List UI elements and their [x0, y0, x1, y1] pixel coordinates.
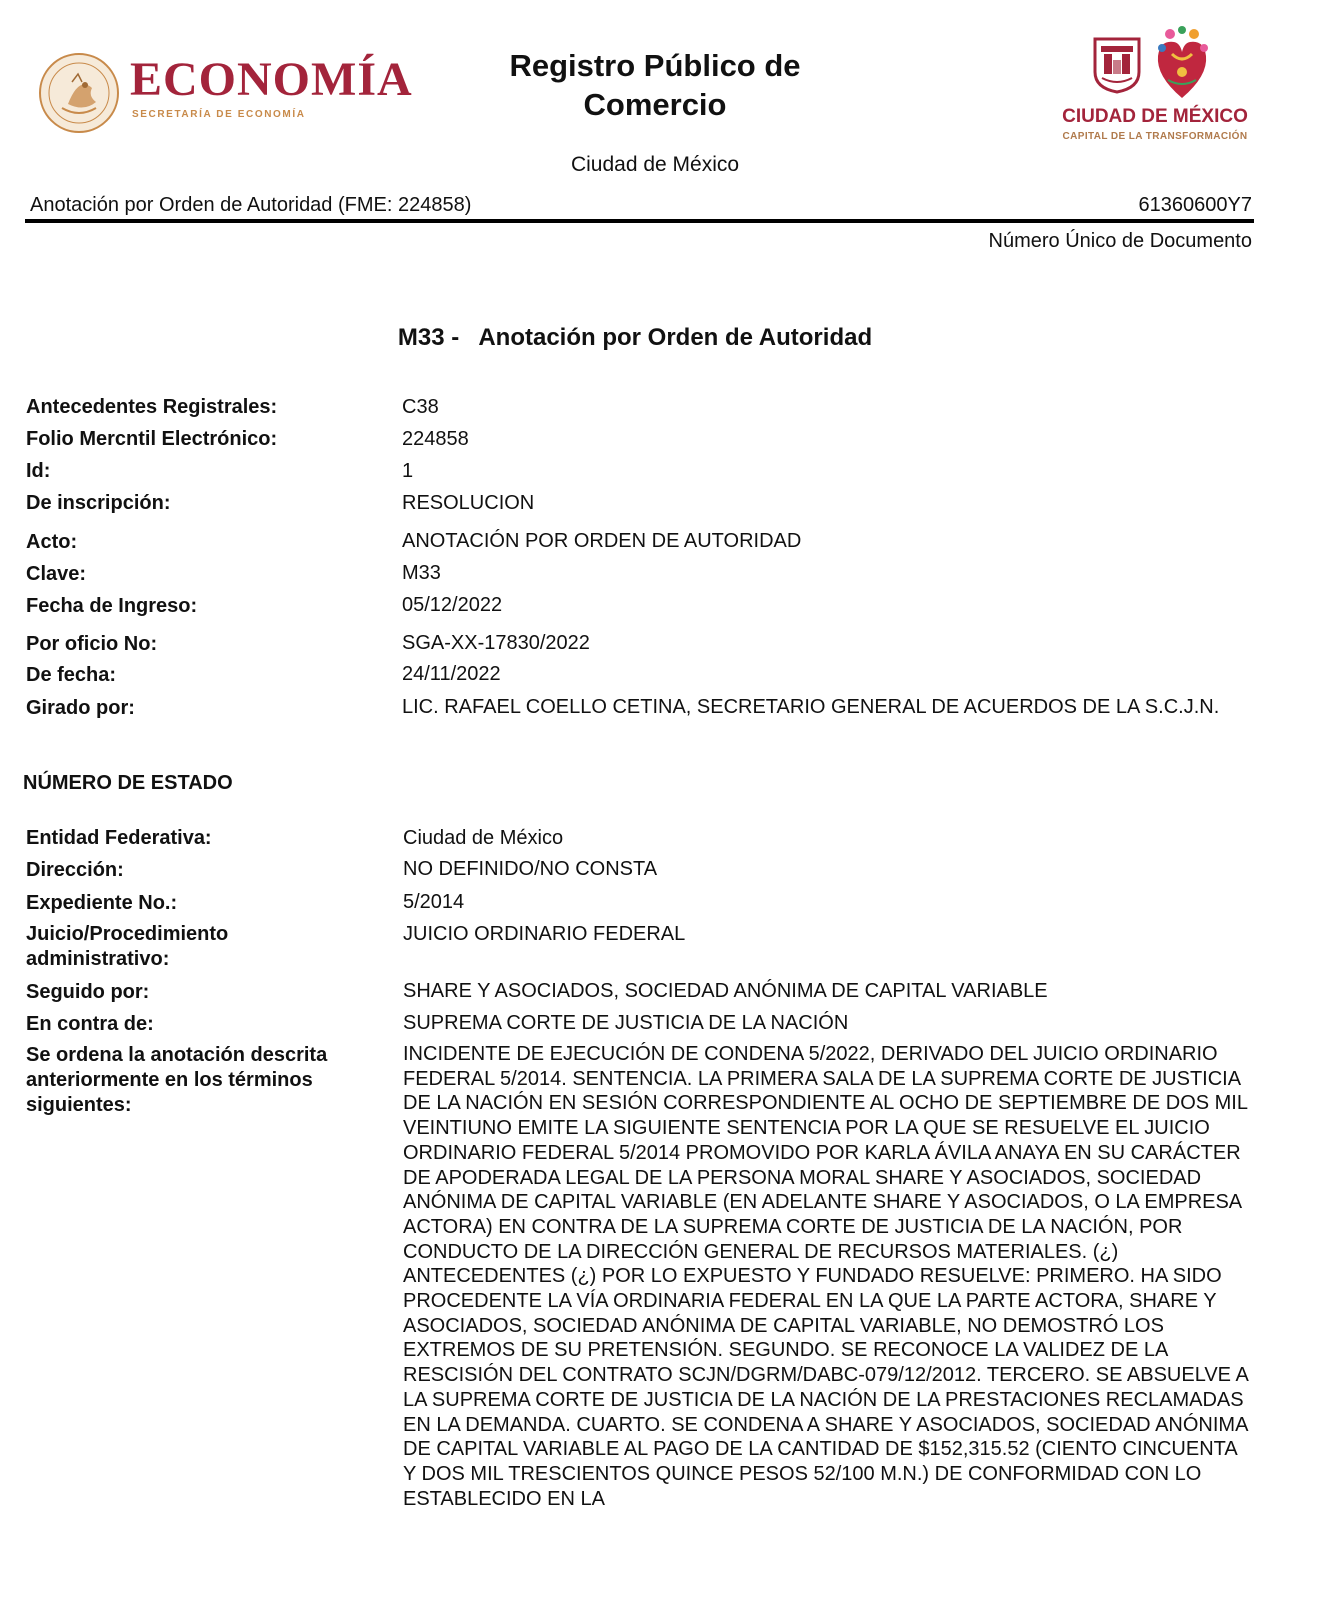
field-label-folio: Folio Mercntil Electrónico:: [26, 428, 278, 450]
field-value-direccion: NO DEFINIDO/NO CONSTA: [403, 858, 658, 880]
economia-subtitle: SECRETARÍA DE ECONOMÍA: [132, 109, 306, 120]
field-label-acto: Acto:: [26, 531, 78, 553]
field-value-acto: ANOTACIÓN POR ORDEN DE AUTORIDAD: [402, 530, 802, 552]
page-title: M33 - Anotación por Orden de Autoridad: [397, 324, 873, 351]
mexico-seal-icon: [38, 52, 120, 134]
registry-title-line-2: Comercio: [583, 87, 727, 122]
field-value-inscripcion: RESOLUCION: [402, 492, 535, 514]
field-label-ordena: Se ordena la anotación descrita anteriormente en los términos siguientes:: [26, 1044, 328, 1116]
field-value-expediente: 5/2014: [403, 891, 465, 913]
cdmx-wordmark: CIUDAD DE MÉXICO: [1062, 106, 1248, 127]
field-value-id: 1: [402, 460, 414, 482]
field-label-direccion: Dirección:: [26, 859, 124, 881]
registry-title-line-1: Registro Público de: [509, 48, 801, 83]
field-label-fecha-ingreso: Fecha de Ingreso:: [26, 595, 198, 617]
annotation-line: Anotación por Orden de Autoridad (FME: 224858): [30, 194, 472, 216]
unique-document-number: 61360600Y7: [1138, 194, 1252, 216]
field-label-antecedentes: Antecedentes Registrales:: [26, 396, 278, 418]
field-value-juicio: JUICIO ORDINARIO FEDERAL: [403, 923, 686, 945]
field-label-oficio: Por oficio No:: [26, 633, 158, 655]
field-label-juicio: Juicio/Procedimiento administrativo:: [26, 923, 229, 970]
field-label-clave: Clave:: [26, 563, 87, 585]
field-label-girado: Girado por:: [26, 697, 135, 719]
cdmx-shield-icon: [1092, 36, 1142, 94]
field-value-antecedentes: C38: [402, 396, 439, 418]
field-label-id: Id:: [26, 460, 51, 482]
field-value-clave: M33: [402, 562, 441, 584]
field-value-contra: SUPREMA CORTE DE JUSTICIA DE LA NACIÓN: [403, 1012, 849, 1034]
field-label-entidad: Entidad Federativa:: [26, 827, 212, 849]
field-value-oficio: SGA-XX-17830/2022: [402, 632, 590, 654]
economia-wordmark: ECONOMÍA: [130, 53, 413, 106]
cdmx-subtitle: CAPITAL DE LA TRANSFORMACIÓN: [1062, 131, 1248, 142]
field-value-seguido: SHARE Y ASOCIADOS, SOCIEDAD ANÓNIMA DE CAPITAL VARIABLE: [403, 980, 1048, 1002]
field-label-expediente: Expediente No.:: [26, 892, 178, 914]
field-label-contra: En contra de:: [26, 1013, 154, 1035]
annotation-body-text: INCIDENTE DE EJECUCIÓN DE CONDENA 5/2022, DERIVADO DEL JUICIO ORDINARIO FEDERAL 5/2014. SENTENCIA. LA PRIMERA SALA DE LA SUPREMA CORTE DE JUSTICIA DE LA NACIÓN EN SESIÓN CORRESPONDIENTE AL OCHO DE SEPTIEMBRE DE DOS MIL VEINTIUNO EMITE LA SIGUIENTE SENTENCIA POR LA QUE SE RESUELVE EL JUICIO ORDINARIO FEDERAL 5/2014 PROMOVIDO POR KARLA ÁVILA ANAYA EN SU CARÁCTER DE APODERADA LEGAL DE LA PERSONA MORAL SHARE Y ASOCIADOS, SOCIEDAD ANÓNIMA DE CAPITAL VARIABLE (EN ADELANTE SHARE Y ASOCIADOS, O LA EMPRESA ACTORA) EN CONTRA DE LA SUPREMA CORTE DE JUSTICIA DE LA NACIÓN, POR CONDUCTO DE LA DIRECCIÓN GENERAL DE RECURSOS MATERIALES. (¿) ANTECEDENTES (¿) POR LO EXPUESTO Y FUNDADO RESUELVE: PRIMERO. HA SIDO PROCEDENTE LA VÍA ORDINARIA FEDERAL EN LA QUE LA PARTE ACTORA, SHARE Y ASOCIADOS, SOCIEDAD ANÓNIMA DE CAPITAL VARIABLE, NO DEMOSTRÓ LOS EXTREMOS DE SU PRETENSIÓN. SEGUNDO. SE RECONOCE LA VALIDEZ DE LA RESCISIÓN DEL CONTRATO SCJN/DGRM/DABC-079/12/2012. TERCERO. SE ABSUELVE A LA SUPREMA CORTE DE JUSTICIA DE LA NACIÓN DE LA PRESTACIONES RECLAMADAS EN LA DEMANDA. CUARTO. SE CONDENA A SHARE Y ASOCIADOS, SOCIEDAD ANÓNIMA DE CAPITAL VARIABLE AL PAGO DE LA CANTIDAD DE $152,315.52 (CIENTO CINCUENTA Y DOS MIL TRESCIENTOS QUINCE PESOS 52/100 M.N.) DE CONFORMIDAD CON LO ESTABLECIDO EN LA: [403, 1043, 1248, 1510]
heart-icon: [1150, 24, 1214, 104]
unique-document-number-label: Número Único de Documento: [988, 230, 1252, 252]
field-label-inscripcion: De inscripción:: [26, 492, 171, 514]
header-divider: [25, 219, 1254, 223]
field-value-fecha-ingreso: 05/12/2022: [402, 594, 503, 616]
field-label-de-fecha: De fecha:: [26, 664, 117, 686]
field-value-de-fecha: 24/11/2022: [402, 663, 501, 685]
economia-logo: [38, 50, 438, 136]
section-heading-estado: NÚMERO DE ESTADO: [23, 772, 233, 794]
cdmx-logo: [1050, 18, 1275, 148]
registry-city: Ciudad de México: [570, 153, 740, 176]
field-label-seguido: Seguido por:: [26, 981, 150, 1003]
field-value-girado: LIC. RAFAEL COELLO CETINA, SECRETARIO GENERAL DE ACUERDOS DE LA S.C.J.N.: [402, 696, 1220, 718]
registry-title: [440, 46, 870, 124]
field-value-entidad: Ciudad de México: [403, 827, 564, 849]
field-value-folio: 224858: [402, 428, 469, 450]
